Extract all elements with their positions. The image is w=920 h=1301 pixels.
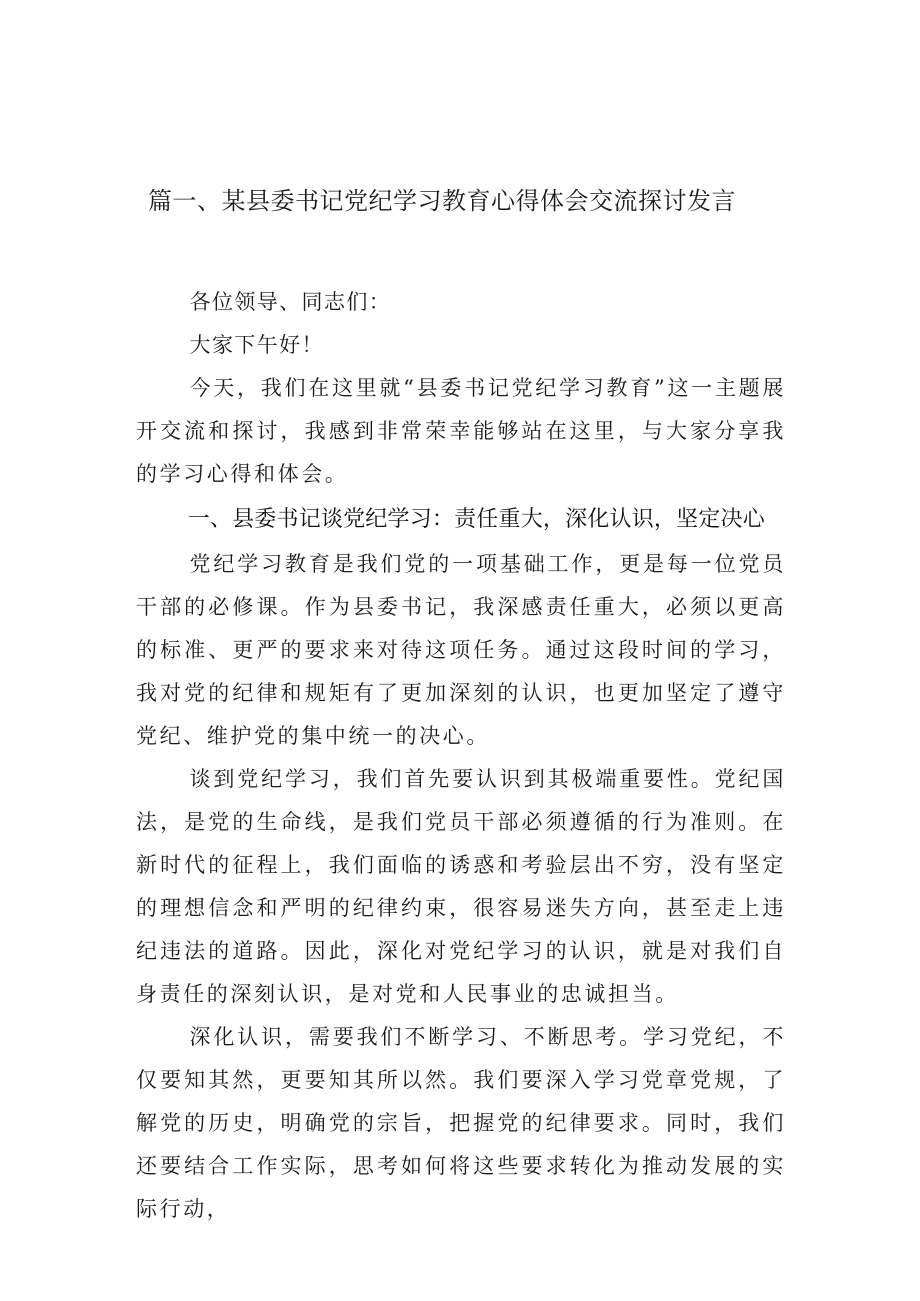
body-paragraph-2: 谈到党纪学习，我们首先要认识到其极端重要性。党纪国法，是党的生命线，是我们党员干部必须遵循的行为准则。在新时代的征程上，我们面临的诱惑和考验层出不穷，没有坚定的理想信念和严明的纪律约束，很容易迷失方向，甚至走上违纪违法的道路。因此，深化对党纪学习的认识，就是对我们自身责任的深刻认识，是对党和人民事业的忠诚担当。 [136, 767, 786, 1006]
document-title: 篇一、某县委书记党纪学习教育心得体会交流探讨发言 [148, 187, 736, 215]
body-paragraph-1: 党纪学习教育是我们党的一项基础工作，更是每一位党员干部的必修课。作为县委书记，我深感责任重大，必须以更高的标准、更严的要求来对待这项任务。通过这段时间的学习，我对党的纪律和规矩有了更加深刻的认识，也更加坚定了遵守党纪、维护党的集中统一的决心。 [136, 552, 786, 748]
body-paragraph-3: 深化认识，需要我们不断学习、不断思考。学习党纪，不仅要知其然，更要知其所以然。我们要深入学习党章党规，了解党的历史，明确党的宗旨，把握党的纪律要求。同时，我们还要结合工作实际，思考如何将这些要求转化为推动发展的实际行动， [136, 1025, 786, 1221]
section-heading-1: 一、县委书记谈党纪学习：责任重大，深化认识，坚定决心 [187, 507, 765, 532]
intro-paragraph: 今天，我们在这里就“县委书记党纪学习教育”这一主题展开交流和探讨，我感到非常荣幸能够站在这里，与大家分享我的学习心得和体会。 [136, 376, 786, 486]
document-body [136, 281, 786, 1231]
greeting: 大家下午好！ [189, 333, 324, 357]
salutation: 各位领导、同志们： [189, 290, 392, 314]
